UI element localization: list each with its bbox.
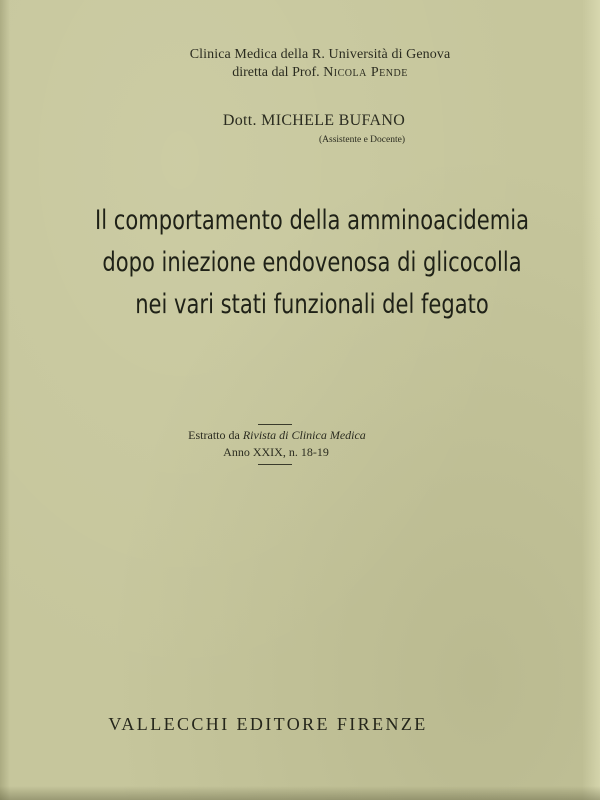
institution-line: Clinica Medica della R. Università di Genova [189, 47, 451, 62]
author-name: MICHELE BUFANO [261, 112, 406, 129]
paper-bottom-shadow [0, 786, 600, 800]
publisher-imprint: VALLECCHI EDITORE FIRENZE [108, 714, 428, 734]
author-role: (Assistente e Docente) [319, 135, 405, 145]
title-line-2: dopo iniezione endovenosa di glicocolla [102, 247, 522, 278]
paper-edge-shadow [0, 0, 10, 800]
director-prefix: diretta dal Prof. [232, 65, 320, 80]
title-line-1: Il comportamento della amminoacidemia [94, 205, 530, 236]
extract-prefix: Estratto da [188, 428, 240, 442]
author-prefix: Dott. [222, 112, 257, 129]
divider-rule [258, 424, 292, 425]
divider-rule [258, 464, 292, 465]
title-line-3: nei vari stati funzionali del fegato [135, 289, 489, 320]
document-title [78, 200, 546, 326]
journal-name: Rivista di Clinica Medica [242, 428, 366, 442]
extract-issue: Anno XXIX, n. 18-19 [223, 445, 329, 459]
author-line [14, 112, 600, 130]
extract-source [0, 428, 577, 443]
director-name: Nicola Pende [323, 65, 408, 80]
director-line [20, 65, 600, 81]
